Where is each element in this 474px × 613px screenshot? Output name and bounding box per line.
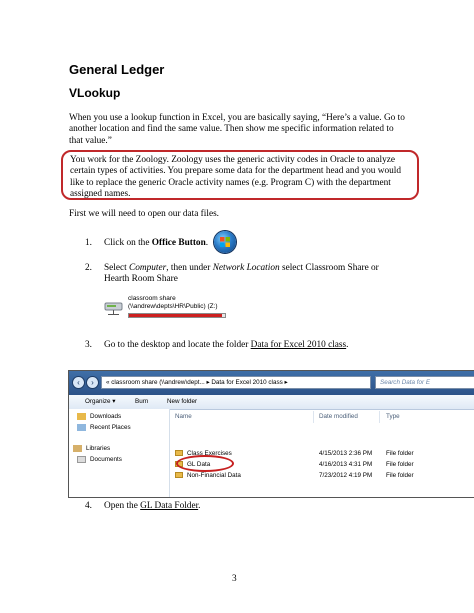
network-drive-icon bbox=[104, 300, 124, 316]
recent-places-icon bbox=[77, 424, 86, 431]
nav-item-libraries[interactable]: Libraries bbox=[73, 444, 110, 454]
step-text: Select Computer, then under Network Location select Classroom Share or Hearth Room Share bbox=[104, 263, 379, 285]
page-title: General Ledger bbox=[69, 62, 165, 77]
forward-icon[interactable]: › bbox=[86, 376, 99, 389]
file-row-gl-data[interactable]: GL Data 4/16/2013 4:31 PM File folder bbox=[173, 460, 473, 470]
gl-data-folder-link[interactable]: GL Data Folder bbox=[140, 501, 199, 511]
step-number: 3. bbox=[85, 340, 92, 350]
command-toolbar bbox=[69, 395, 474, 410]
step-text: Open the GL Data Folder. bbox=[104, 501, 201, 511]
page-number: 3 bbox=[232, 574, 237, 584]
column-divider bbox=[313, 411, 314, 423]
navigation-pane bbox=[69, 409, 170, 497]
documents-icon bbox=[77, 456, 86, 463]
scenario-text: You work for the Zoology. Zoology uses the generic activity codes in Oracle to analyze certain types of activities. You prepare some data for the department head and you would like to replace the generic Oracle activity names (e.g. Program C) with the department assigned names. bbox=[70, 155, 401, 199]
nav-item-documents[interactable]: Documents bbox=[77, 455, 122, 465]
drive-usage-bar bbox=[128, 313, 226, 318]
back-icon[interactable]: ‹ bbox=[72, 376, 85, 389]
libraries-icon bbox=[73, 445, 82, 452]
drive-path: (\\andrew\depts\HR\Public) (Z:) bbox=[128, 303, 218, 310]
highlight-circle bbox=[176, 455, 234, 472]
scenario-callout bbox=[61, 150, 419, 200]
address-field[interactable]: « classroom share (\\andrew\dept... ▸ Data for Excel 2010 class ▸ bbox=[101, 376, 371, 389]
drive-usage-fill bbox=[129, 314, 222, 317]
column-date-modified[interactable]: Date modified bbox=[319, 413, 358, 420]
nav-item-downloads[interactable]: Downloads bbox=[77, 412, 121, 422]
step-number: 4. bbox=[85, 501, 92, 511]
column-name[interactable]: Name bbox=[175, 413, 192, 420]
first-instruction: First we will need to open our data files. bbox=[69, 209, 220, 219]
address-bar bbox=[69, 371, 474, 395]
step-number: 2. bbox=[85, 263, 92, 273]
drive-name: classroom share bbox=[128, 295, 176, 302]
step-number: 1. bbox=[85, 238, 92, 248]
organize-button[interactable]: Organize ▾ bbox=[85, 398, 116, 405]
folder-icon bbox=[175, 450, 183, 456]
file-explorer-window bbox=[68, 370, 474, 498]
downloads-folder-icon bbox=[77, 413, 86, 420]
network-drive-item[interactable] bbox=[104, 295, 228, 323]
nav-item-recent-places[interactable]: Recent Places bbox=[77, 423, 131, 433]
folder-icon bbox=[175, 472, 183, 478]
step-text: Go to the desktop and locate the folder Data for Excel 2010 class. bbox=[104, 340, 349, 350]
intro-paragraph: When you use a lookup function in Excel, you are basically saying, “Here’s a value. Go to another location and find the same value. Then show me specific information related to that value.” bbox=[69, 113, 405, 146]
column-type[interactable]: Type bbox=[386, 413, 400, 420]
step-text: Click on the Office Button. bbox=[104, 238, 209, 248]
new-folder-button[interactable]: New folder bbox=[167, 398, 198, 405]
file-row[interactable]: Non-Financial Data 7/23/2012 4:19 PM File folder bbox=[173, 471, 473, 481]
column-divider bbox=[379, 411, 380, 423]
burn-button[interactable]: Burn bbox=[135, 398, 149, 405]
search-input[interactable]: Search Data for E bbox=[375, 376, 474, 389]
file-row[interactable]: Class Exercises 4/15/2013 2:36 PM File folder bbox=[173, 449, 473, 459]
section-heading: VLookup bbox=[69, 86, 121, 100]
office-button-icon[interactable] bbox=[214, 231, 236, 253]
folder-link[interactable]: Data for Excel 2010 class bbox=[250, 340, 347, 350]
